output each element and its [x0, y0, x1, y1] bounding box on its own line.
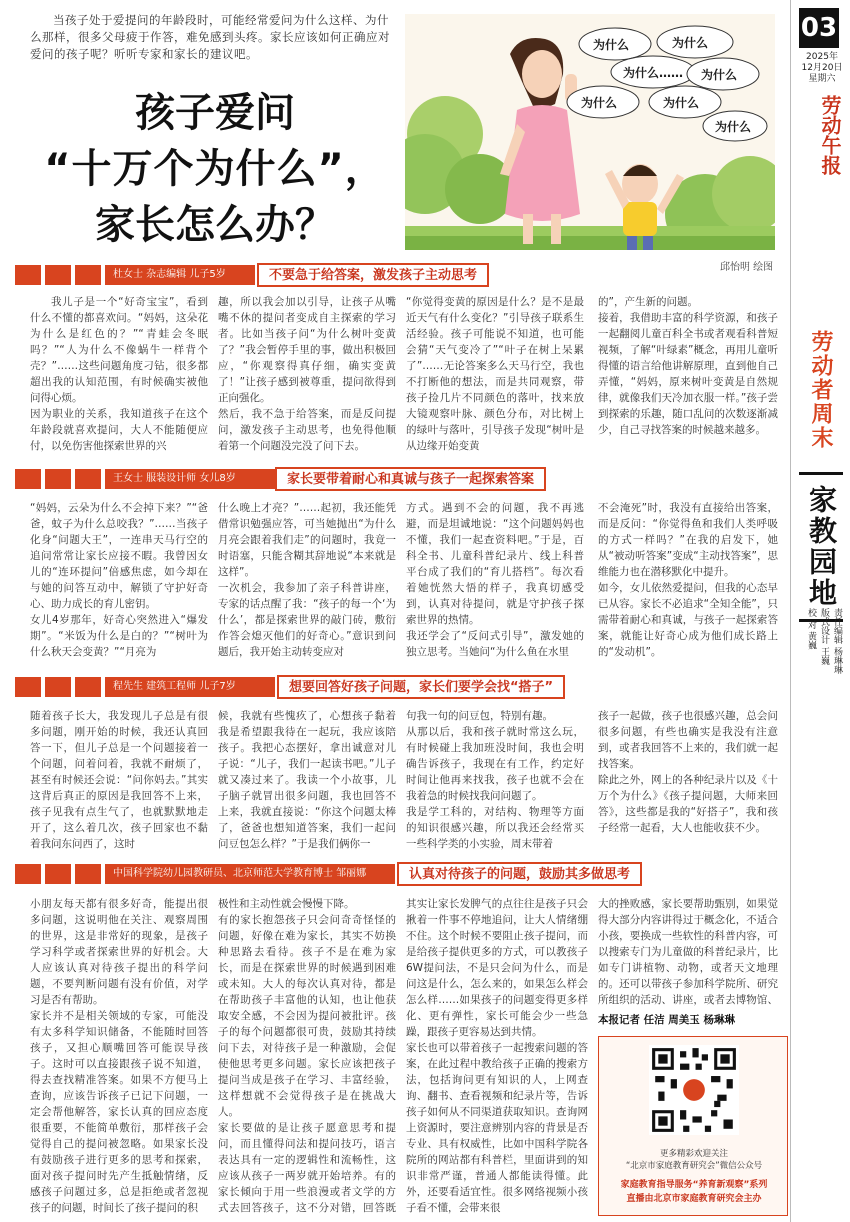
bubble-text-1: 为什么 [593, 38, 630, 52]
section-3-bar [15, 675, 790, 699]
section-1-col-3: “你觉得变黄的原因是什么？是不是最近天气有什么变化？”引导孩子联系生活经验。孩子可能说不知道，也可能会猜“天气变冷了”“叶子在树上呆累了”……无论答案多么天马行空，我也不打断他的想法，而是共同观察，带孩子捡几片不同颜色的落叶，找来放大镜观察叶脉、颜色分布，对比树上的绿叶与落叶，引导孩子发现“树叶是从边缘开始变黄 [406, 296, 584, 452]
section-2-col-3: 方式。遇到不会的问题，我不再逃避，而是坦诚地说：“这个问题妈妈也不懂，我们一起查资料吧。”于是，百科全书、儿童科普纪录片、线上科普平台成了我们的“育儿搭档”。每次看着她恍然大悟的样子，我真切感受到，认真对待提问，就是守护孩子探索世界的热情。 我还学会了“反问式引导”，激发她的独立思考。当她问“为什么鱼在水里 [406, 502, 584, 658]
section-3-square-3 [75, 677, 101, 697]
section-3-col-2: 候，我就有些愧疚了，心想孩子黏着我是希望跟我待在一起玩，我应该陪孩子。我把心态摆好，拿出诚意对儿子说：“儿子，我们一起读书吧。”儿子就又凑过来了。我读一个小故事，儿子脑子就冒出很多问题，我也回答不上来，我就直接说：“你这个问题太棒了，爸爸也想知道答案，我们一起问问豆包怎么样？”于是我们俩你一 [218, 710, 396, 850]
section-1-bar [15, 263, 790, 287]
section-3-col-3: 句我一句的问豆包，特别有趣。 从那以后，我和孩子就时常这么玩，有时候碰上我加班没时间，我也会明确告诉孩子，我现在有工作，约定好时间让他再来找我，孩子也就不会在我着急的时候找我问问题了。 我是学工科的，对结构、物理等方面的知识很感兴趣，所以我还会经常买一些科学类的小实验，周末带着 [406, 710, 584, 850]
section-3-col-4: 孩子一起做，孩子也很感兴趣，总会问很多问题，有些也确实是我没有注意到，或者我回答不上来的，我们就一起找答案。 除此之外，网上的各种纪录片以及《十万个为什么》《孩子提问题，大师来回答》，这些都是我的“好搭子”，我和孩子经常一起看，大人也能收获不少。 [598, 710, 778, 834]
bubble-text-4: 为什么 [581, 96, 618, 110]
section-2-square-2 [45, 469, 71, 489]
headline-line-2: “十万个为什么”， [44, 146, 386, 192]
page-number: 03 [799, 8, 839, 48]
section-1-col-1: 我儿子是一个“好奇宝宝”，看到什么不懂的都喜欢问。“妈妈，这朵花为什么是红色的？”“青蛙会冬眠吗？”“人为什么不像蜗牛一样背个壳？”……这些问题角度刁钻，很多都超出我的认知范围，有时候确实被他问得心烦。 因为职业的关系，我知道孩子在这个年龄段就喜欢提问，大人不能随便应付，以免伤害他探索世界的兴 [30, 296, 208, 452]
section-1-title: 不要急于给答案，激发孩子主动思考 [257, 263, 489, 287]
section-4-col-3: 其实让家长发脾气的点往往是孩子只会揪着一件事不停地追问，让大人情绪绷不住。这个时候不要阻止孩子提问，而是给孩子提供更多的方式，可以教孩子6W提问法，不是只会问为什么，而是问这是什么，怎么来的，如果怎么样会怎么样……如果孩子的问题变得更多样化、更有弹性，家长可能会少一些急躁，跟孩子更容易达到共情。 家长也可以带着孩子一起搜索问题的答案，在此过程中教给孩子正确的搜索方法，包括询问更有知识的人，上网查询、翻书、查看视频和纪录片等，告诉孩子如何从不同渠道获取知识。查询网上资源时，要注意辨别内容的背景是否专业、具有权威性，比如中国科学院各院所的网站都有科普栏，里面讲到的知识非常严谨，普通人都能读得懂。此外，还要看适宜性。很多网络视频小孩子看不懂，会带来很 [406, 898, 588, 1214]
bubble-text-7: 为什么 [715, 120, 752, 134]
section-3-col-1: 随着孩子长大，我发现儿子总是有很多问题，刚开始的时候，我还认真回答一下，但儿子总是一个问题接着一个问题，问着问着，我就不耐烦了，甚至有时候还会说：“问你妈去。”其实这背后真正的原因是我回答不上来，孩子见我有点生气了，也就默默地走开了，这么着几次，孩子回家也不黏着我问东问西了，这时 [30, 710, 208, 850]
date-year: 2025年 [806, 52, 838, 62]
section-1-square-1 [15, 265, 41, 285]
qr-code-icon[interactable] [649, 1045, 739, 1135]
section-4-col-2: 极性和主动性就会慢慢下降。 有的家长抱怨孩子只会问奇奇怪怪的问题，好像在难为家长，其实不妨换种思路去看待。孩子不是在难为家长，而是在探索世界的时候遇到困难或未知。大人的每次认真对待，都是在帮助孩子丰富他的认知，也让他获取安全感，不会因为提问被批评。孩子的每个问题都很可贵，鼓励其持续问下去，对待孩子是一种激励，会促使他思考更多问题。家长应该把孩子提问当成是孩子在学习、丰富经验，这样想就不会觉得孩子是在挑战大人。 家长要做的是让孩子愿意思考和提问，而且懂得问法和提问技巧，语言表达具有一定的逻辑性和流畅性，这应该从孩子一两岁就开始培养。有的家长倾向于用一些浪漫或者文学的方式去回答孩子，这不分对错，回答既 [218, 898, 396, 1214]
section-name: 家教园地 [799, 472, 843, 622]
headline-line-3: 家长怎么办？ [95, 202, 335, 248]
mother-child-illustration [405, 14, 775, 250]
qr-caption-1: 更多精彩欢迎关注 [659, 1149, 728, 1159]
qr-caption-2: “北京市家庭教育研究会”微信公众号 [625, 1161, 763, 1171]
section-1-square-2 [45, 265, 71, 285]
section-2-square-3 [75, 469, 101, 489]
section-4-square-3 [75, 864, 101, 884]
section-3-title: 想要回答好孩子问题，家长们要学会找“搭子” [277, 675, 565, 699]
section-1-col-4: 的”，产生新的问题。 接着，我借助丰富的科学资源，和孩子一起翻阅儿童百科全书或者观看科普短视频，了解“叶绿素”概念，再用儿童听得懂的语言给他讲解原理，直到他自己弄懂，“妈妈，原来树叶变黄是自然规律，就像我们天冷加衣服一样。”孩子尝到探索的乐趣，随口乱问的次数逐渐减少，自己寻找答案的时候越来越多。 [598, 296, 778, 436]
section-4-col-4: 大的挫败感，家长要帮助甄别，如果觉得大部分内容讲得过于概念化，不适合小孩，要换成一些软性的科普内容，可以搜索专门为儿童做的科普纪录片，比如专门讲植物、动物，或者天文地理的。还可以带孩子参加科学院所、研究所组织的活动、讲座，或者去博物馆、 [598, 898, 778, 1006]
section-3-square-1 [15, 677, 41, 697]
column-name: 劳动者周末 [808, 330, 833, 450]
section-4-bar [15, 862, 790, 886]
sidebar [790, 0, 850, 1222]
intro-paragraph: 当孩子处于爱提问的年龄段时，可能经常爱问为什么这样、为什么那样，很多父母疲于作答，难免感到头疼。家长应该如何正确应对爱问的孩子呢？听听专家和家长的建议吧。 [30, 13, 390, 61]
section-2-author: 王女士 服装设计师 女儿8岁 [113, 473, 236, 484]
section-2-bar [15, 467, 790, 491]
illustration [405, 14, 775, 250]
section-4-col-1: 小朋友每天都有很多好奇，能提出很多问题，这说明他在关注、观察周围的世界，这是非常好的现象，是孩子学习科学或者探索世界的好机会。大人应该认真对待孩子提出的科学问题，不要判断问题有没有价值，对学习是否有帮助。 家长并不是相关领域的专家，可能没有太多科学知识储备，不能随时回答孩子，又担心顺嘴回答可能误导孩子。这时可以直接跟孩子说不知道，得去查找精准答案。如果不方便马上查询，应该告诉孩子已记下问题，一定会帮他解答，家长认真的回应态度很重要，不能简单敷衍，那样孩子会觉得自己的提问被忽略。如果家长没有鼓励孩子进行更多的思考和探索，面对孩子提问时先产生抵触情绪，反感孩子问题过多，总是拒绝或者忽视孩子的问题，时间长了孩子提问的积 [30, 898, 208, 1214]
section-2-square-1 [15, 469, 41, 489]
bubble-text-6: 为什么 [663, 96, 700, 110]
section-4-square-2 [45, 864, 71, 884]
section-3-author: 程先生 建筑工程师 儿子7岁 [113, 681, 236, 692]
headline [30, 85, 400, 253]
qr-caption-4: 直播由北京市家庭教育研究会主办 [626, 1194, 762, 1204]
section-2-col-4: 不会淹死”时，我没有直接给出答案，而是反问：“你觉得鱼和我们人类呼吸的方式一样吗？”在我的启发下，她从“被动听答案”变成“主动找答案”，思维能力也在潜移默化中提升。 如今，女儿依然爱提问，但我的心态早已从容。家长不必追求“全知全能”，只需带着耐心和真诚，与孩子一起探索答案，就能让好奇心成为他们成长路上的“发动机”。 [598, 502, 778, 658]
headline-line-1: 孩子爱问 [135, 90, 295, 136]
qr-promo-box [598, 1036, 788, 1216]
bubble-text-2: 为什么 [672, 36, 709, 50]
section-1-author: 杜女士 杂志编辑 儿子5岁 [113, 269, 226, 280]
section-1-col-2: 趣，所以我会加以引导，让孩子从嘴嘴不休的提问者变成自主探索的学习者。比如当孩子问“为什么树叶变黄了？”我会暂停手里的事，做出积极回应，“你观察得真仔细，确实变黄了！”让孩子感到被尊重，提问欲得到正向强化。 然后，我不急于给答案，而是反问提问，激发孩子主动思考，也免得他顺着第一个问题没完没了问下去。 [218, 296, 396, 452]
date-day: 12月20日 [801, 63, 843, 73]
bubble-text-3: 为什么…… [623, 66, 684, 80]
section-2-title: 家长要带着耐心和真诚与孩子一起探索答案 [275, 467, 546, 491]
section-2-col-1: “妈妈，云朵为什么不会掉下来？”“爸爸，蚊子为什么总咬我？”……当孩子化身“问题大王”，一连串天马行空的追问常常让家长应接不暇。我曾因女儿的“连环提问”倍感焦虑，如今却在与她的问答互动中，解锁了守护好奇心、助力成长的育儿密钥。 女儿4岁那年，好奇心突然进入“爆发期”。“米饭为什么是白的？”“树叶为什么秋天会变黄？”“月亮为 [30, 502, 208, 658]
staff-proofreader: 校 对 黄巍 [806, 608, 816, 650]
reporters-byline: 本报记者 任洁 周美玉 杨琳琳 [598, 1014, 735, 1026]
section-3-square-2 [45, 677, 71, 697]
staff-editor: 责任编辑 杨琳琳 [832, 608, 842, 674]
section-2-col-2: 什么晚上才亮？”……起初，我还能凭借常识勉强应答，可当她抛出“为什么月亮会跟着我们走”的问题时，我竟一时语塞，只能含糊其辞地说“本来就是这样”。 一次机会，我参加了亲子科普讲座，专家的话点醒了我：“孩子的每一个‘为什么’，都是探索世界的敲门砖，敷衍作答会熄灭他们的好奇心。”意识到问题后，我开始主动转变应对 [218, 502, 396, 658]
weekday: 星期六 [808, 74, 836, 84]
staff-designer: 版式设计 王巍 [819, 608, 829, 665]
section-4-author: 中国科学院幼儿园教研员、北京师范大学教育博士 邹丽娜 [113, 868, 367, 879]
section-4-square-1 [15, 864, 41, 884]
section-1-square-3 [75, 265, 101, 285]
newspaper-logo: 劳动午报 [818, 95, 842, 175]
section-4-title: 认真对待孩子的问题，鼓励其多做思考 [397, 862, 642, 886]
qr-caption-3: 家庭教育指导服务“养育新观察”系列 [620, 1180, 768, 1190]
bubble-text-5: 为什么 [701, 68, 738, 82]
illustration-credit: 邱怡明 绘图 [720, 262, 774, 273]
